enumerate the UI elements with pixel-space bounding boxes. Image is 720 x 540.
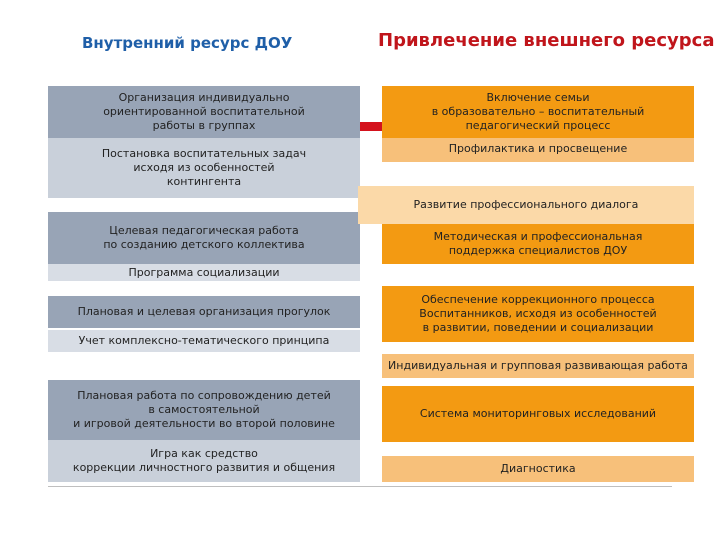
right-item-label: Индивидуальная и групповая развивающая работа [388, 359, 688, 372]
left-item-label: Плановая работа по сопровождению детей в самостоятельной и игровой деятельности во второй половине [73, 389, 335, 430]
connector-arrow [360, 122, 382, 131]
right-item-family-involvement [382, 86, 694, 138]
right-item-label: Обеспечение коррекционного процесса Воспитанников, исходя из особенностей в развитии, поведении и социализации [419, 293, 657, 334]
bottom-divider [48, 486, 672, 487]
left-item-label: Игра как средство коррекции личностного развития и общения [72, 447, 336, 474]
right-item-correction-process [382, 286, 694, 342]
right-item-professional-dialogue [358, 186, 694, 224]
left-item-label: Постановка воспитательных задач исходя из особенностей контингента [101, 147, 307, 188]
right-item-label: Диагностика [500, 462, 576, 475]
left-item-child-support [48, 380, 360, 440]
right-item-diagnostics [382, 456, 694, 482]
left-item-label: Целевая педагогическая работа по созданию детского коллектива [103, 224, 305, 251]
left-item-educational-tasks [48, 138, 360, 198]
right-item-developmental-work [382, 354, 694, 378]
right-item-label: Система мониторинговых исследований [419, 407, 657, 420]
left-item-label: Учет комплексно-тематического принципа [78, 334, 330, 347]
right-item-label: Включение семьи в образовательно – воспитательный педагогический процесс [431, 91, 645, 132]
left-item-individual-work [48, 86, 360, 138]
left-item-label: Программа социализации [128, 265, 280, 279]
left-item-label: Плановая и целевая организация прогулок [77, 305, 331, 318]
right-item-methodical-support [382, 224, 694, 264]
left-item-thematic-principle [48, 330, 360, 352]
left-item-socialization-program [48, 264, 360, 281]
right-item-label: Развитие профессионального диалога [413, 198, 639, 211]
left-item-walks [48, 296, 360, 328]
right-item-label: Профилактика и просвещение [448, 142, 628, 155]
left-item-label: Организация индивидуально ориентированной воспитательной работы в группах [103, 91, 305, 132]
left-item-game-correction [48, 440, 360, 482]
left-column-title: Внутренний ресурс ДОУ [82, 34, 293, 52]
left-item-collective-work [48, 212, 360, 264]
right-item-monitoring [382, 386, 694, 442]
right-item-label: Методическая и профессиональная поддержка специалистов ДОУ [433, 230, 643, 257]
right-item-prevention [382, 138, 694, 162]
right-column-title: Привлечение внешнего ресурса [378, 30, 715, 51]
